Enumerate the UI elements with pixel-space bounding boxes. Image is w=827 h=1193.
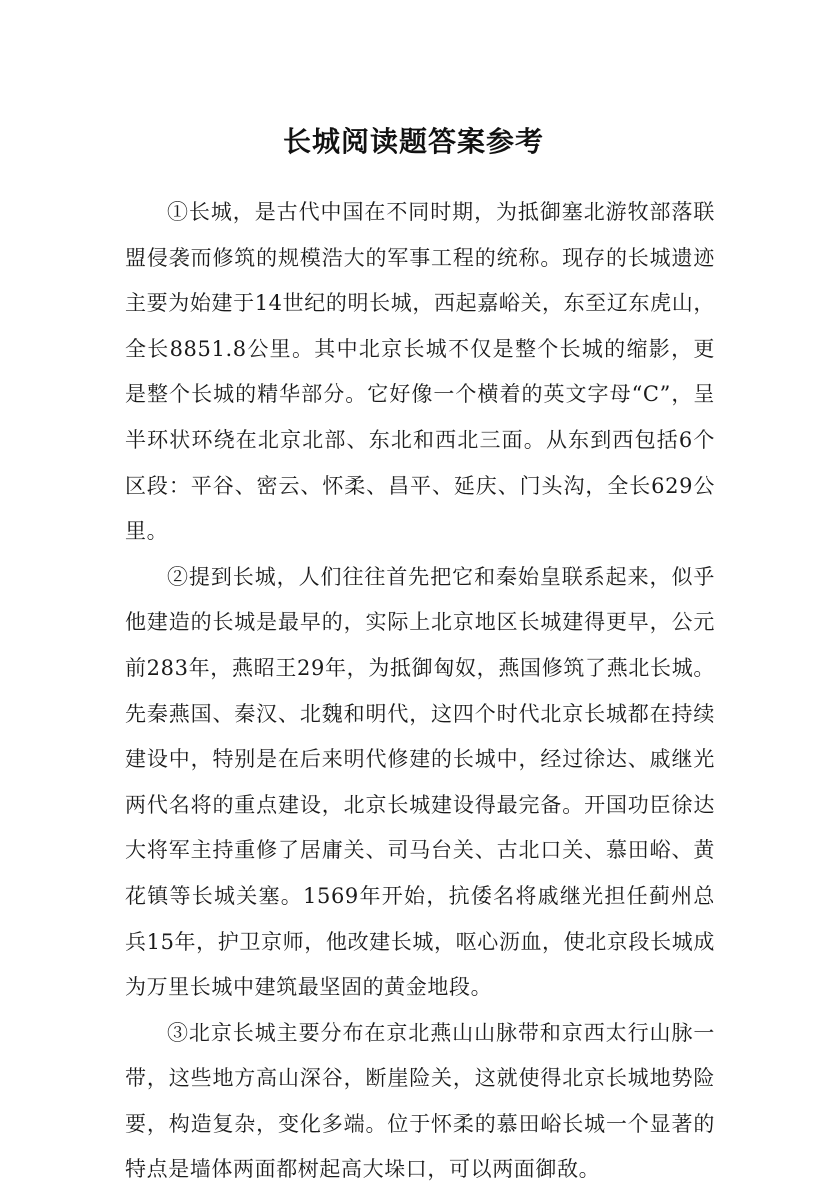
paragraph-2: ②提到长城，人们往往首先把它和秦始皇联系起来，似乎他建造的长城是最早的，实际上北京地区长城建得更早，公元前283年，燕昭王29年，为抵御匈奴，燕国修筑了燕北长城。先秦燕国、秦汉、北魏和明代，这四个时代北京长城都在持续建设中，特别是在后来明代修建的长城中，经过徐达、戚继光两代名将的重点建设，北京长城建设得最完备。开国功臣徐达大将军主持重修了居庸关、司马台关、古北口关、慕田峪、黄花镇等长城关塞。1569年开始，抗倭名将戚继光担任蓟州总兵15年，护卫京师，他改建长城，呕心沥血，使北京段长城成为万里长城中建筑最坚固的黄金地段。 (125, 564, 715, 1000)
paragraph-1: ①长城，是古代中国在不同时期，为抵御塞北游牧部落联盟侵袭而修筑的规模浩大的军事工程的统称。现存的长城遗迹主要为始建于14世纪的明长城，西起嘉峪关，东至辽东虎山，全长8851.8公里。其中北京长城不仅是整个长城的缩影，更是整个长城的精华部分。它好像一个横着的英文字母“C”，呈半环状环绕在北京北部、东北和西北三面。从东到西包括6个区段：平谷、密云、怀柔、昌平、延庆、门头沟，全长629公里。 (125, 200, 715, 544)
paragraph-3: ③北京长城主要分布在京北燕山山脉带和京西太行山脉一带，这些地方高山深谷，断崖险关，这就使得北京长城地势险要，构造复杂，变化多端。位于怀柔的慕田峪长城一个显著的特点是墙体两面都树起高大垛口，可以两面御敌。 (125, 1020, 715, 1182)
document-title: 长城阅读题答案参考 (282, 124, 544, 158)
document-body (125, 190, 715, 1193)
